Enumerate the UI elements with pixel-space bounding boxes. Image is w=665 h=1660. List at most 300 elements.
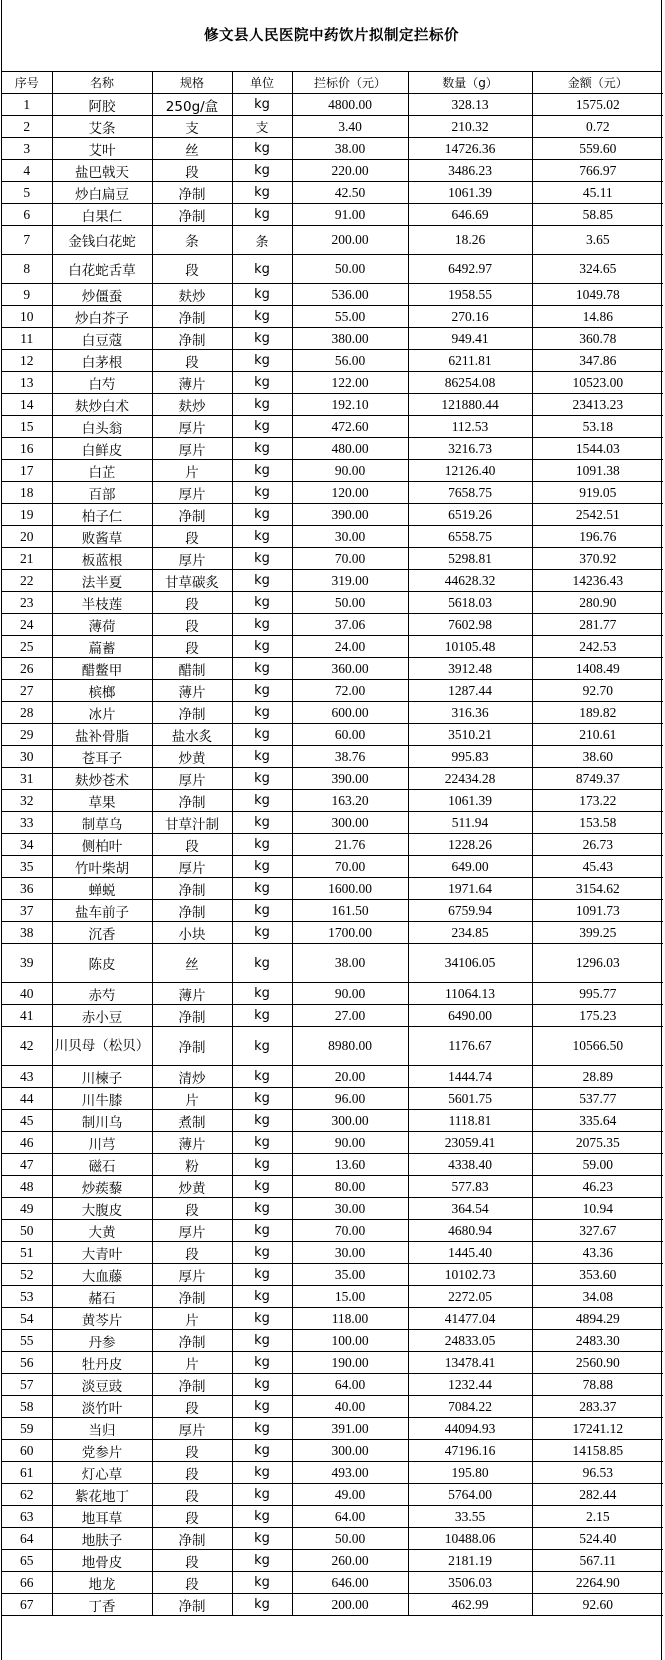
cell-quantity: 24833.05: [408, 1330, 532, 1352]
cell-index: 1: [2, 94, 52, 116]
cell-quantity: 6759.94: [408, 900, 532, 922]
cell-quantity: 462.99: [408, 1594, 532, 1616]
cell-index: 33: [2, 812, 52, 834]
cell-amount: 2.15: [532, 1506, 663, 1528]
cell-quantity: 649.00: [408, 856, 532, 878]
table-row: [2, 482, 663, 504]
cell-name: 板蓝根: [52, 548, 152, 570]
table-row: [2, 328, 663, 350]
cell-quantity: 364.54: [408, 1198, 532, 1220]
cell-amount: 327.67: [532, 1220, 663, 1242]
cell-name: 牡丹皮: [52, 1352, 152, 1374]
cell-spec: 薄片: [152, 372, 232, 394]
cell-index: 2: [2, 116, 52, 138]
header-row: [2, 72, 663, 94]
cell-name: 槟榔: [52, 680, 152, 702]
cell-index: 24: [2, 614, 52, 636]
cell-price: 646.00: [292, 1572, 408, 1594]
cell-spec: 段: [152, 834, 232, 856]
cell-price: 1600.00: [292, 878, 408, 900]
table-row: [2, 1110, 663, 1132]
cell-name: 柏子仁: [52, 504, 152, 526]
cell-index: 23: [2, 592, 52, 614]
cell-amount: 766.97: [532, 160, 663, 182]
cell-index: 43: [2, 1066, 52, 1088]
cell-name: 丹参: [52, 1330, 152, 1352]
cell-name: 白花蛇舌草: [52, 255, 152, 284]
page-title: 修文县人民医院中药饮片拟制定拦标价: [2, 0, 661, 72]
cell-index: 29: [2, 724, 52, 746]
cell-spec: 厚片: [152, 548, 232, 570]
header-index: 序号: [2, 72, 52, 94]
cell-quantity: 33.55: [408, 1506, 532, 1528]
table-row: [2, 790, 663, 812]
price-table: [2, 72, 663, 1616]
cell-quantity: 23059.41: [408, 1132, 532, 1154]
cell-unit: kg: [232, 1418, 292, 1440]
cell-name: 地龙: [52, 1572, 152, 1594]
cell-name: 盐补骨脂: [52, 724, 152, 746]
cell-price: 64.00: [292, 1506, 408, 1528]
cell-amount: 196.76: [532, 526, 663, 548]
cell-price: 20.00: [292, 1066, 408, 1088]
cell-index: 42: [2, 1027, 52, 1066]
cell-unit: kg: [232, 658, 292, 680]
cell-unit: kg: [232, 1176, 292, 1198]
cell-price: 493.00: [292, 1462, 408, 1484]
cell-amount: 1091.73: [532, 900, 663, 922]
cell-index: 7: [2, 226, 52, 255]
cell-quantity: 44628.32: [408, 570, 532, 592]
cell-amount: 14236.43: [532, 570, 663, 592]
cell-name: 当归: [52, 1418, 152, 1440]
cell-unit: kg: [232, 1572, 292, 1594]
cell-unit: kg: [232, 768, 292, 790]
cell-spec: 片: [152, 1308, 232, 1330]
cell-amount: 28.89: [532, 1066, 663, 1088]
table-row: [2, 526, 663, 548]
header-price: 拦标价（元）: [292, 72, 408, 94]
cell-unit: kg: [232, 1264, 292, 1286]
cell-amount: 283.37: [532, 1396, 663, 1418]
cell-amount: 34.08: [532, 1286, 663, 1308]
cell-spec: 净制: [152, 1027, 232, 1066]
cell-amount: 189.82: [532, 702, 663, 724]
cell-price: 38.00: [292, 944, 408, 983]
cell-quantity: 13478.41: [408, 1352, 532, 1374]
table-row: [2, 856, 663, 878]
cell-index: 11: [2, 328, 52, 350]
cell-index: 14: [2, 394, 52, 416]
table-row: [2, 1176, 663, 1198]
cell-amount: 17241.12: [532, 1418, 663, 1440]
table-row: [2, 1027, 663, 1066]
table-row: [2, 1088, 663, 1110]
table-row: [2, 416, 663, 438]
cell-price: 70.00: [292, 1220, 408, 1242]
cell-unit: kg: [232, 1374, 292, 1396]
cell-index: 52: [2, 1264, 52, 1286]
cell-unit: kg: [232, 1242, 292, 1264]
table-row: [2, 460, 663, 482]
cell-amount: 26.73: [532, 834, 663, 856]
cell-name: 党参片: [52, 1440, 152, 1462]
table-row: [2, 900, 663, 922]
cell-amount: 1091.38: [532, 460, 663, 482]
cell-unit: kg: [232, 856, 292, 878]
cell-name: 白豆蔻: [52, 328, 152, 350]
cell-index: 38: [2, 922, 52, 944]
cell-unit: kg: [232, 372, 292, 394]
cell-amount: 53.18: [532, 416, 663, 438]
cell-name: 炒白扁豆: [52, 182, 152, 204]
cell-index: 40: [2, 983, 52, 1005]
cell-price: 42.50: [292, 182, 408, 204]
cell-price: 27.00: [292, 1005, 408, 1027]
cell-unit: kg: [232, 460, 292, 482]
cell-quantity: 210.32: [408, 116, 532, 138]
cell-quantity: 1971.64: [408, 878, 532, 900]
cell-quantity: 577.83: [408, 1176, 532, 1198]
table-row: [2, 94, 663, 116]
cell-quantity: 10102.73: [408, 1264, 532, 1286]
cell-spec: 净制: [152, 504, 232, 526]
header-name: 名称: [52, 72, 152, 94]
table-row: [2, 1594, 663, 1616]
cell-amount: 1296.03: [532, 944, 663, 983]
table-row: [2, 116, 663, 138]
cell-index: 22: [2, 570, 52, 592]
cell-name: 白芷: [52, 460, 152, 482]
cell-quantity: 1232.44: [408, 1374, 532, 1396]
cell-name: 白鲜皮: [52, 438, 152, 460]
cell-index: 61: [2, 1462, 52, 1484]
cell-amount: 360.78: [532, 328, 663, 350]
cell-price: 480.00: [292, 438, 408, 460]
cell-amount: 14.86: [532, 306, 663, 328]
cell-index: 53: [2, 1286, 52, 1308]
cell-price: 70.00: [292, 856, 408, 878]
table-row: [2, 306, 663, 328]
table-row: [2, 680, 663, 702]
table-row: [2, 1242, 663, 1264]
cell-price: 390.00: [292, 768, 408, 790]
cell-quantity: 1958.55: [408, 284, 532, 306]
cell-index: 16: [2, 438, 52, 460]
cell-amount: 92.60: [532, 1594, 663, 1616]
cell-quantity: 1176.67: [408, 1027, 532, 1066]
table-row: [2, 1506, 663, 1528]
cell-unit: kg: [232, 636, 292, 658]
cell-index: 54: [2, 1308, 52, 1330]
table-row: [2, 1528, 663, 1550]
cell-price: 15.00: [292, 1286, 408, 1308]
cell-name: 炒蒺藜: [52, 1176, 152, 1198]
cell-index: 8: [2, 255, 52, 284]
cell-price: 300.00: [292, 1110, 408, 1132]
cell-unit: kg: [232, 138, 292, 160]
cell-name: 冰片: [52, 702, 152, 724]
cell-quantity: 34106.05: [408, 944, 532, 983]
cell-amount: 2264.90: [532, 1572, 663, 1594]
cell-price: 300.00: [292, 1440, 408, 1462]
cell-index: 32: [2, 790, 52, 812]
cell-index: 50: [2, 1220, 52, 1242]
cell-index: 17: [2, 460, 52, 482]
cell-quantity: 6558.75: [408, 526, 532, 548]
cell-spec: 净制: [152, 790, 232, 812]
table-row: [2, 204, 663, 226]
cell-unit: kg: [232, 1440, 292, 1462]
cell-quantity: 195.80: [408, 1462, 532, 1484]
cell-quantity: 1061.39: [408, 182, 532, 204]
cell-index: 57: [2, 1374, 52, 1396]
cell-price: 96.00: [292, 1088, 408, 1110]
cell-spec: 条: [152, 226, 232, 255]
cell-unit: kg: [232, 983, 292, 1005]
cell-amount: 96.53: [532, 1462, 663, 1484]
table-row: [2, 1132, 663, 1154]
cell-quantity: 22434.28: [408, 768, 532, 790]
cell-price: 38.00: [292, 138, 408, 160]
cell-spec: 段: [152, 1572, 232, 1594]
cell-quantity: 995.83: [408, 746, 532, 768]
cell-price: 70.00: [292, 548, 408, 570]
cell-unit: kg: [232, 416, 292, 438]
cell-unit: kg: [232, 1484, 292, 1506]
cell-price: 1700.00: [292, 922, 408, 944]
cell-spec: 厚片: [152, 482, 232, 504]
cell-quantity: 1444.74: [408, 1066, 532, 1088]
cell-price: 40.00: [292, 1396, 408, 1418]
cell-name: 陈皮: [52, 944, 152, 983]
cell-price: 30.00: [292, 1242, 408, 1264]
cell-quantity: 5764.00: [408, 1484, 532, 1506]
cell-spec: 段: [152, 1396, 232, 1418]
cell-spec: 厚片: [152, 438, 232, 460]
table-body: [2, 94, 663, 1616]
cell-quantity: 6492.97: [408, 255, 532, 284]
cell-amount: 38.60: [532, 746, 663, 768]
cell-quantity: 47196.16: [408, 1440, 532, 1462]
cell-unit: kg: [232, 1198, 292, 1220]
cell-name: 百部: [52, 482, 152, 504]
cell-amount: 175.23: [532, 1005, 663, 1027]
cell-name: 草果: [52, 790, 152, 812]
cell-amount: 559.60: [532, 138, 663, 160]
cell-amount: 3154.62: [532, 878, 663, 900]
cell-spec: 薄片: [152, 680, 232, 702]
table-row: [2, 1005, 663, 1027]
cell-amount: 1408.49: [532, 658, 663, 680]
table-row: [2, 983, 663, 1005]
cell-unit: kg: [232, 724, 292, 746]
cell-price: 49.00: [292, 1484, 408, 1506]
cell-index: 46: [2, 1132, 52, 1154]
cell-price: 100.00: [292, 1330, 408, 1352]
document-sheet: [1, 0, 662, 1660]
cell-spec: 小块: [152, 922, 232, 944]
cell-amount: 10566.50: [532, 1027, 663, 1066]
cell-price: 122.00: [292, 372, 408, 394]
cell-unit: kg: [232, 1088, 292, 1110]
cell-amount: 242.53: [532, 636, 663, 658]
cell-quantity: 5298.81: [408, 548, 532, 570]
table-row: [2, 504, 663, 526]
cell-price: 220.00: [292, 160, 408, 182]
cell-spec: 盐水炙: [152, 724, 232, 746]
table-row: [2, 1220, 663, 1242]
cell-unit: kg: [232, 1528, 292, 1550]
cell-quantity: 328.13: [408, 94, 532, 116]
cell-spec: 厚片: [152, 856, 232, 878]
cell-unit: kg: [232, 1352, 292, 1374]
table-row: [2, 1440, 663, 1462]
cell-unit: kg: [232, 94, 292, 116]
cell-name: 地肤子: [52, 1528, 152, 1550]
cell-unit: kg: [232, 812, 292, 834]
cell-name: 半枝莲: [52, 592, 152, 614]
cell-index: 34: [2, 834, 52, 856]
cell-index: 37: [2, 900, 52, 922]
cell-amount: 567.11: [532, 1550, 663, 1572]
cell-spec: 薄片: [152, 983, 232, 1005]
cell-unit: kg: [232, 284, 292, 306]
cell-quantity: 11064.13: [408, 983, 532, 1005]
cell-index: 26: [2, 658, 52, 680]
cell-index: 66: [2, 1572, 52, 1594]
cell-spec: 净制: [152, 878, 232, 900]
cell-price: 163.20: [292, 790, 408, 812]
cell-price: 161.50: [292, 900, 408, 922]
cell-unit: kg: [232, 922, 292, 944]
cell-name: 炒白芥子: [52, 306, 152, 328]
cell-price: 13.60: [292, 1154, 408, 1176]
cell-spec: 段: [152, 1440, 232, 1462]
cell-name: 阿胶: [52, 94, 152, 116]
cell-amount: 92.70: [532, 680, 663, 702]
header-amount: 金额（元）: [532, 72, 663, 94]
cell-index: 18: [2, 482, 52, 504]
cell-name: 赤芍: [52, 983, 152, 1005]
cell-index: 58: [2, 1396, 52, 1418]
cell-price: 360.00: [292, 658, 408, 680]
cell-unit: kg: [232, 438, 292, 460]
cell-index: 30: [2, 746, 52, 768]
cell-quantity: 3510.21: [408, 724, 532, 746]
cell-quantity: 41477.04: [408, 1308, 532, 1330]
cell-name: 竹叶柴胡: [52, 856, 152, 878]
cell-name: 川牛膝: [52, 1088, 152, 1110]
cell-quantity: 6490.00: [408, 1005, 532, 1027]
cell-unit: kg: [232, 1506, 292, 1528]
cell-amount: 2075.35: [532, 1132, 663, 1154]
cell-unit: kg: [232, 255, 292, 284]
cell-name: 法半夏: [52, 570, 152, 592]
cell-index: 59: [2, 1418, 52, 1440]
cell-name: 制草乌: [52, 812, 152, 834]
cell-amount: 281.77: [532, 614, 663, 636]
cell-price: 30.00: [292, 1198, 408, 1220]
table-row: [2, 1374, 663, 1396]
cell-spec: 净制: [152, 702, 232, 724]
cell-quantity: 949.41: [408, 328, 532, 350]
cell-spec: 段: [152, 1484, 232, 1506]
cell-spec: 厚片: [152, 1264, 232, 1286]
cell-price: 56.00: [292, 350, 408, 372]
cell-spec: 厚片: [152, 416, 232, 438]
cell-quantity: 6519.26: [408, 504, 532, 526]
cell-quantity: 234.85: [408, 922, 532, 944]
table-row: [2, 1286, 663, 1308]
cell-price: 118.00: [292, 1308, 408, 1330]
cell-quantity: 2272.05: [408, 1286, 532, 1308]
cell-amount: 995.77: [532, 983, 663, 1005]
cell-name: 白茅根: [52, 350, 152, 372]
table-row: [2, 1484, 663, 1506]
cell-unit: kg: [232, 702, 292, 724]
cell-name: 川芎: [52, 1132, 152, 1154]
table-row: [2, 255, 663, 284]
table-row: [2, 922, 663, 944]
cell-amount: 210.61: [532, 724, 663, 746]
table-row: [2, 182, 663, 204]
cell-price: 80.00: [292, 1176, 408, 1198]
cell-quantity: 646.69: [408, 204, 532, 226]
cell-amount: 173.22: [532, 790, 663, 812]
cell-name: 艾叶: [52, 138, 152, 160]
cell-amount: 2483.30: [532, 1330, 663, 1352]
cell-unit: kg: [232, 526, 292, 548]
cell-spec: 净制: [152, 204, 232, 226]
cell-spec: 净制: [152, 1594, 232, 1616]
cell-unit: kg: [232, 900, 292, 922]
cell-amount: 23413.23: [532, 394, 663, 416]
cell-price: 35.00: [292, 1264, 408, 1286]
cell-price: 60.00: [292, 724, 408, 746]
cell-spec: 麸炒: [152, 284, 232, 306]
cell-quantity: 18.26: [408, 226, 532, 255]
cell-name: 侧柏叶: [52, 834, 152, 856]
cell-price: 536.00: [292, 284, 408, 306]
table-row: [2, 614, 663, 636]
cell-spec: 厚片: [152, 1418, 232, 1440]
cell-price: 30.00: [292, 526, 408, 548]
cell-amount: 919.05: [532, 482, 663, 504]
cell-price: 390.00: [292, 504, 408, 526]
cell-unit: kg: [232, 1220, 292, 1242]
cell-index: 36: [2, 878, 52, 900]
cell-price: 90.00: [292, 460, 408, 482]
cell-index: 60: [2, 1440, 52, 1462]
header-spec: 规格: [152, 72, 232, 94]
cell-index: 27: [2, 680, 52, 702]
cell-unit: kg: [232, 1154, 292, 1176]
cell-quantity: 1445.40: [408, 1242, 532, 1264]
cell-quantity: 121880.44: [408, 394, 532, 416]
cell-quantity: 3216.73: [408, 438, 532, 460]
cell-spec: 段: [152, 614, 232, 636]
cell-amount: 10523.00: [532, 372, 663, 394]
table-row: [2, 1154, 663, 1176]
cell-unit: kg: [232, 1308, 292, 1330]
cell-quantity: 44094.93: [408, 1418, 532, 1440]
cell-spec: 薄片: [152, 1132, 232, 1154]
cell-amount: 58.85: [532, 204, 663, 226]
cell-name: 赤小豆: [52, 1005, 152, 1027]
cell-unit: kg: [232, 1550, 292, 1572]
cell-quantity: 7658.75: [408, 482, 532, 504]
